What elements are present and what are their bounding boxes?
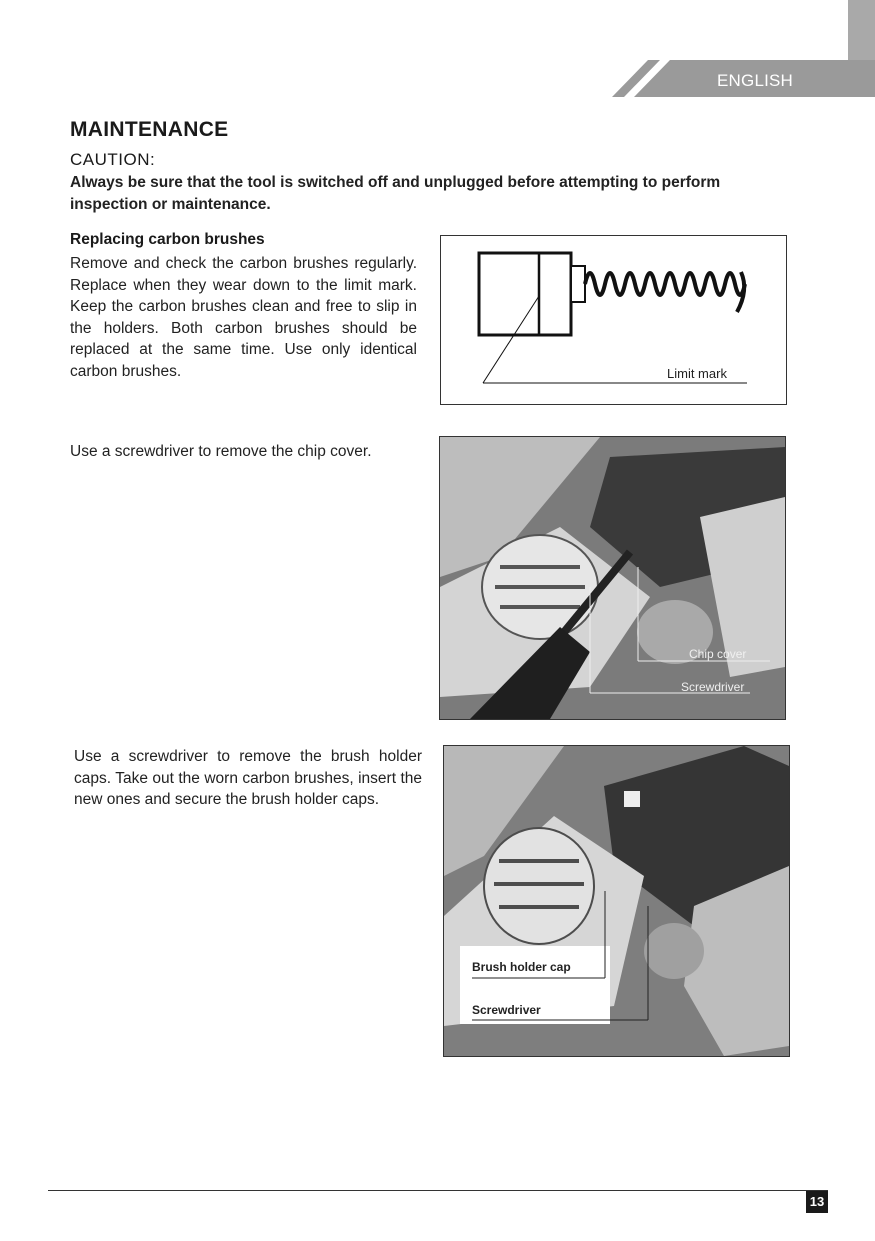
brushes-text: Remove and check the carbon brushes regularly. Replace when they wear down to the limit mark. Keep the carbon brushes clean and free to slip in the holders. Both carbon brushes should be replaced at the same time. Use only identical carbon brushes. [70, 255, 417, 380]
brushes-heading: Replacing carbon brushes [70, 231, 265, 248]
chip-cover-illustration [440, 437, 785, 719]
footer-rule [48, 1190, 828, 1191]
caution-heading: CAUTION: [70, 150, 156, 169]
brush-caps-text: Use a screwdriver to remove the brush holder caps. Take out the worn carbon brushes, insert the new ones and secure the brush holder caps. [74, 748, 422, 808]
screwdriver-label: Screwdriver [681, 680, 745, 694]
chip-cover-text: Use a screwdriver to remove the chip cover. [70, 443, 372, 460]
chip-cover-photo [439, 436, 786, 720]
brush-holder-cap-label: Brush holder cap [472, 960, 571, 974]
brush-holder-photo [443, 745, 790, 1057]
caution-text: Always be sure that the tool is switched off and unplugged before attempting to perform inspection or maintenance. [70, 174, 721, 213]
carbon-brush-figure [440, 235, 787, 405]
chip-cover-label: Chip cover [689, 647, 747, 661]
limit-mark-label: Limit mark [667, 366, 727, 381]
language-label: ENGLISH [717, 71, 794, 90]
carbon-brush-drawing [441, 236, 786, 404]
screwdriver-label: Screwdriver [472, 1003, 541, 1017]
section-title: MAINTENANCE [70, 118, 229, 141]
page-number: 13 [806, 1191, 828, 1213]
